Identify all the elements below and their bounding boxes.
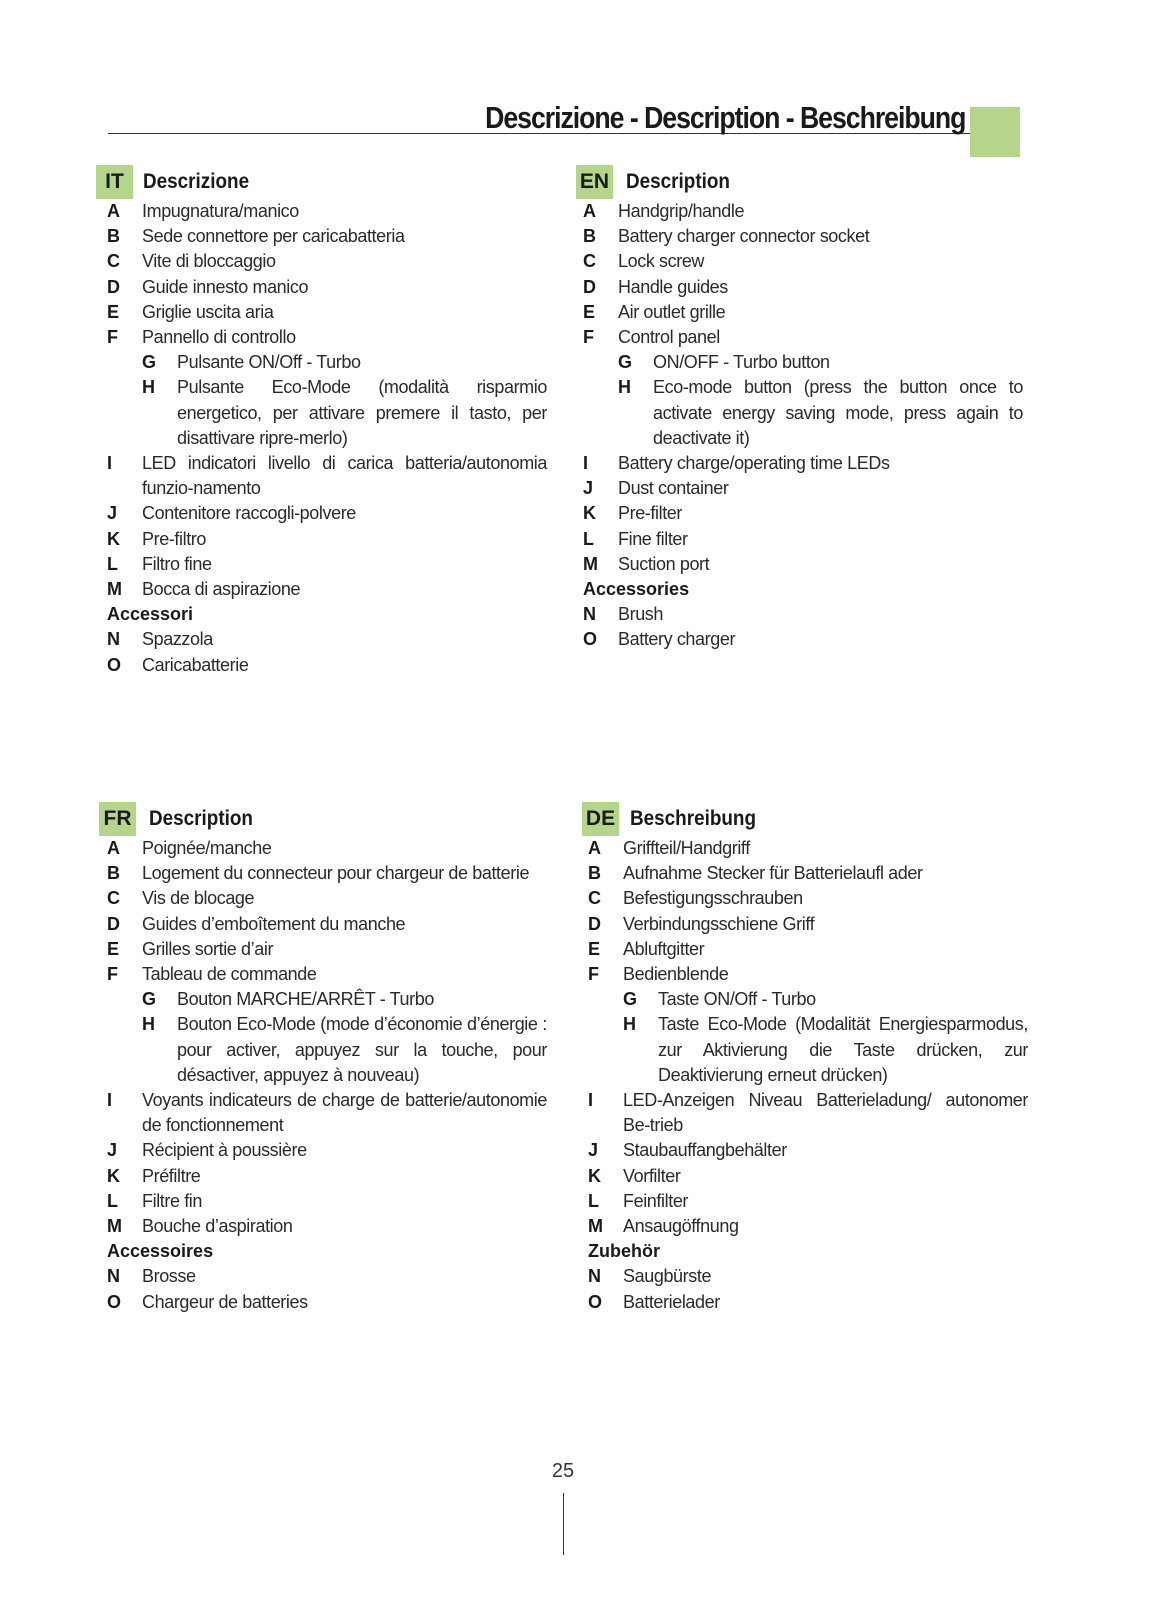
item-key: B [588, 863, 601, 884]
item-key: F [107, 327, 118, 348]
item-text: Griffteil/Handgriff [623, 838, 750, 858]
list-item [107, 527, 547, 552]
accessory-list [583, 602, 1023, 652]
list-item [588, 1164, 1028, 1189]
item-key: C [107, 888, 120, 909]
item-text: Récipient à poussière [142, 1140, 307, 1161]
item-key: I [107, 1090, 113, 1111]
item-key: G [623, 989, 638, 1010]
item-key: A [107, 838, 120, 858]
list-item [107, 577, 547, 602]
accessory-item [107, 1264, 547, 1289]
item-key: A [583, 201, 596, 221]
item-key: B [107, 226, 120, 247]
item-key: J [107, 1140, 118, 1161]
item-text: Battery charger [618, 629, 736, 650]
section-en [579, 165, 1023, 653]
item-key: M [107, 579, 122, 600]
item-key: E [583, 301, 596, 322]
item-key: J [588, 1140, 599, 1161]
page-rule [563, 1493, 564, 1555]
list-item [583, 476, 1023, 501]
item-key: O [107, 1291, 122, 1312]
item-text: Griglie uscita aria [142, 301, 274, 322]
item-text: Pannello di controllo [142, 327, 296, 348]
list-item [583, 249, 1023, 274]
list-item [588, 1189, 1028, 1214]
item-text: Bedienblende [623, 964, 729, 985]
header-accent-block [970, 107, 1020, 157]
item-text: Chargeur de batteries [142, 1291, 308, 1312]
item-key: N [107, 1266, 120, 1287]
list-item [107, 501, 547, 526]
item-key: O [107, 654, 122, 675]
item-key: O [583, 629, 598, 650]
section-header [107, 165, 547, 199]
list-item [107, 300, 547, 325]
item-text: Befestigungsschrauben [623, 888, 803, 909]
list-item [107, 451, 547, 501]
item-text: Impugnatura/manico [142, 201, 299, 221]
list-item [107, 199, 547, 224]
item-key: L [583, 528, 594, 549]
item-text: Spazzola [142, 629, 213, 650]
list-item [583, 350, 1023, 375]
item-text: Sede connettore per caricabatteria [142, 226, 405, 247]
item-text: Pulsante ON/Off - Turbo [177, 352, 361, 373]
lang-badge: DE [582, 802, 619, 836]
item-key: C [107, 251, 120, 272]
item-key: F [583, 327, 594, 348]
item-text: Vis de blocage [142, 888, 255, 909]
item-key: G [618, 352, 633, 373]
item-key: N [583, 604, 596, 625]
item-text: Caricabatterie [142, 654, 249, 675]
list-item [107, 350, 547, 375]
list-item [107, 1164, 547, 1189]
list-item [107, 937, 547, 962]
list-item [107, 912, 547, 937]
item-text: Poignée/manche [142, 838, 272, 858]
list-item [107, 1138, 547, 1163]
list-item [588, 1012, 1028, 1088]
item-key: D [588, 913, 601, 934]
list-item [107, 552, 547, 577]
item-text: Guides d’emboîtement du manche [142, 913, 406, 934]
item-text: Bocca di aspirazione [142, 579, 301, 600]
list-item [583, 552, 1023, 577]
item-text: Pre-filtro [142, 528, 207, 549]
accessories-heading: Accessoires [107, 1241, 214, 1262]
accessory-list [107, 627, 547, 677]
item-text: Logement du connecteur pour chargeur de batterie [142, 863, 530, 884]
accessory-list [588, 1264, 1028, 1314]
list-item [588, 1138, 1028, 1163]
item-text: Fine filter [618, 528, 688, 549]
section-title: Description [626, 170, 730, 193]
section-title: Description [149, 807, 253, 830]
item-key: L [588, 1190, 599, 1211]
list-item [588, 1088, 1028, 1138]
list-item [107, 1189, 547, 1214]
list-item [588, 836, 1028, 861]
item-text: Pre-filter [618, 503, 683, 524]
item-text: Vite di bloccaggio [142, 251, 276, 272]
section-de [585, 802, 1028, 1315]
list-item [107, 836, 547, 861]
item-text: Bouton MARCHE/ARRÊT - Turbo [177, 989, 434, 1010]
item-key: E [107, 301, 120, 322]
list-item [588, 987, 1028, 1012]
item-text: Suction port [618, 553, 710, 574]
item-key: K [588, 1165, 601, 1186]
page-title: Descrizione - Description - Beschreibung [484, 100, 965, 135]
accessory-item [588, 1290, 1028, 1315]
item-key: D [107, 913, 120, 934]
item-key: B [583, 226, 596, 247]
section-fr [103, 802, 547, 1315]
item-key: A [107, 201, 120, 221]
accessory-list [107, 1264, 547, 1314]
item-list [588, 836, 1028, 1239]
item-list [107, 199, 547, 602]
accessories-heading: Accessories [583, 579, 690, 600]
list-item [583, 199, 1023, 224]
item-key: I [583, 453, 589, 474]
lang-badge: FR [99, 802, 136, 836]
item-key: H [142, 1014, 155, 1035]
item-key: H [142, 377, 155, 398]
section-title: Descrizione [143, 170, 250, 193]
lang-badge: IT [96, 165, 133, 199]
accessory-item [107, 627, 547, 652]
item-key: O [588, 1291, 603, 1312]
item-text: Battery charge/operating time LEDs [618, 453, 890, 474]
item-text: Air outlet grille [618, 301, 726, 322]
item-text: LED-Anzeigen Niveau Batterieladung/ autonomer Be-trieb [623, 1090, 1028, 1136]
item-text: Bouton Eco-Mode (mode d’économie d’énergie : pour activer, appuyez sur la touche, pour désactiver, appuyez à nouveau) [177, 1014, 547, 1085]
list-item [583, 527, 1023, 552]
item-key: E [107, 938, 120, 959]
item-text: Lock screw [618, 251, 705, 272]
item-text: LED indicatori livello di carica batteria/autonomia funzio-namento [142, 453, 547, 499]
item-text: Préfiltre [142, 1165, 201, 1186]
item-key: C [583, 251, 596, 272]
item-key: H [623, 1014, 636, 1035]
list-item [107, 1088, 547, 1138]
item-text: Brush [618, 604, 664, 625]
list-item [107, 962, 547, 987]
item-text: Batterielader [623, 1291, 720, 1312]
list-item [588, 886, 1028, 911]
accessory-item [107, 1290, 547, 1315]
list-item [583, 501, 1023, 526]
item-text: Eco-mode button (press the button once to activate energy saving mode, press again to deactivate it) [653, 377, 1023, 448]
item-text: Saugbürste [623, 1266, 712, 1287]
item-text: Staubauffangbehälter [623, 1140, 787, 1161]
list-item [583, 325, 1023, 350]
item-key: C [588, 888, 601, 909]
list-item [107, 325, 547, 350]
accessory-item [588, 1264, 1028, 1289]
item-key: I [588, 1090, 594, 1111]
list-item [107, 1214, 547, 1239]
accessories-heading: Zubehör [588, 1241, 660, 1262]
accessory-item [107, 653, 547, 678]
item-text: Guide innesto manico [142, 276, 309, 297]
accessory-item [583, 602, 1023, 627]
list-item [107, 861, 547, 886]
list-item [107, 224, 547, 249]
item-text: Contenitore raccogli-polvere [142, 503, 356, 524]
item-key: K [583, 503, 596, 524]
item-text: Tableau de commande [142, 964, 317, 985]
item-key: D [107, 276, 120, 297]
list-item [107, 886, 547, 911]
item-text: Voyants indicateurs de charge de batterie/autonomie de fonctionnement [142, 1090, 547, 1136]
item-text: Abluftgitter [623, 938, 705, 959]
item-key: G [142, 352, 157, 373]
section-header [103, 802, 547, 836]
item-text: Taste ON/Off - Turbo [658, 989, 816, 1010]
item-list [583, 199, 1023, 577]
section-header [579, 165, 1023, 199]
list-item [588, 861, 1028, 886]
list-item [588, 1214, 1028, 1239]
item-text: Grilles sortie d’air [142, 938, 274, 959]
item-text: Handgrip/handle [618, 201, 745, 221]
item-key: J [107, 503, 118, 524]
item-text: Feinfilter [623, 1190, 689, 1211]
item-text: Bouche d’aspiration [142, 1216, 293, 1237]
item-text: Verbindungsschiene Griff [623, 913, 815, 934]
list-item [588, 937, 1028, 962]
item-text: Ansaugöffnung [623, 1216, 739, 1237]
lang-badge: EN [576, 165, 613, 199]
item-list [107, 836, 547, 1239]
section-title: Beschreibung [630, 807, 757, 830]
item-key: N [588, 1266, 601, 1287]
list-item [583, 224, 1023, 249]
item-key: N [107, 629, 120, 650]
item-key: I [107, 453, 113, 474]
list-item [588, 912, 1028, 937]
item-text: Brosse [142, 1266, 196, 1287]
item-text: Control panel [618, 327, 720, 348]
item-text: Vorfilter [623, 1165, 681, 1186]
section-header [585, 802, 1028, 836]
item-text: Taste Eco-Mode (Modalität Energiesparmodus, zur Aktivierung die Taste drücken, zur Deaktivierung erneut drücken) [658, 1014, 1028, 1085]
item-text: Battery charger connector socket [618, 226, 870, 247]
section-it [107, 165, 547, 678]
item-key: F [107, 964, 118, 985]
item-text: Filtro fine [142, 553, 212, 574]
item-key: F [588, 964, 599, 985]
list-item [107, 249, 547, 274]
item-text: Filtre fin [142, 1190, 203, 1211]
item-key: H [618, 377, 631, 398]
item-text: Pulsante Eco-Mode (modalità risparmio energetico, per attivare premere il tasto, per disattivare ripre-merlo) [177, 377, 547, 448]
list-item [107, 375, 547, 451]
item-key: A [588, 838, 601, 858]
accessories-heading: Accessori [107, 604, 194, 625]
item-text: Aufnahme Stecker für Batterielaufl ader [623, 863, 923, 884]
list-item [588, 962, 1028, 987]
item-key: J [583, 478, 594, 499]
list-item [107, 275, 547, 300]
item-text: ON/OFF - Turbo button [653, 352, 830, 373]
item-key: M [583, 553, 598, 574]
item-text: Dust container [618, 478, 729, 499]
list-item [107, 987, 547, 1012]
item-key: D [583, 276, 596, 297]
list-item [583, 300, 1023, 325]
item-key: K [107, 1165, 120, 1186]
item-key: E [588, 938, 601, 959]
item-key: B [107, 863, 120, 884]
accessory-item [583, 627, 1023, 652]
item-key: K [107, 528, 120, 549]
item-key: G [142, 989, 157, 1010]
item-key: L [107, 1190, 118, 1211]
list-item [583, 275, 1023, 300]
item-key: M [588, 1216, 603, 1237]
page-number: 25 [551, 1460, 575, 1482]
list-item [107, 1012, 547, 1088]
item-key: L [107, 553, 118, 574]
item-text: Handle guides [618, 276, 728, 297]
list-item [583, 375, 1023, 451]
list-item [583, 451, 1023, 476]
item-key: M [107, 1216, 122, 1237]
